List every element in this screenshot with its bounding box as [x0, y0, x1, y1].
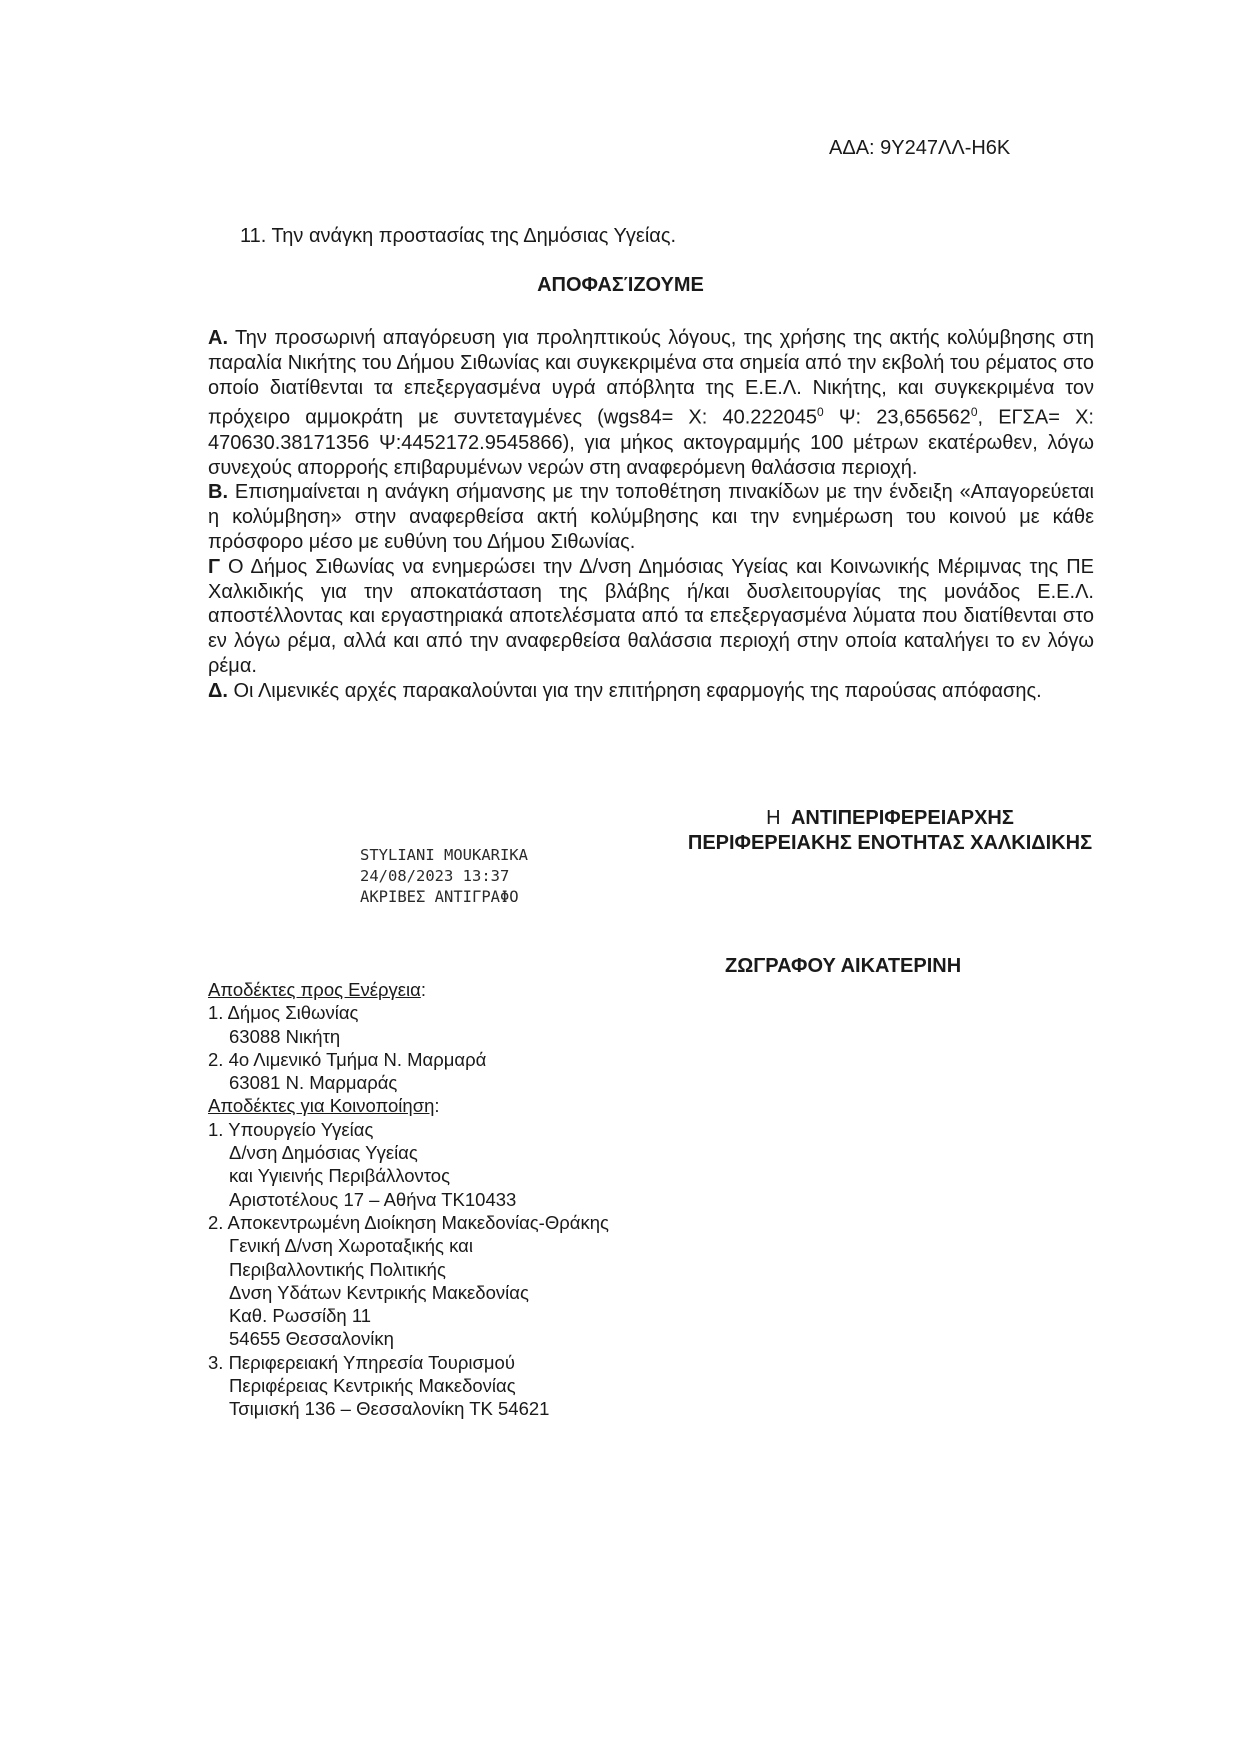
list-item: 1. Υπουργείο Υγείας: [208, 1118, 374, 1140]
ada-code: ΑΔΑ: 9Υ247ΛΛ-Η6Κ: [829, 137, 1011, 159]
digital-signature-stamp: [360, 845, 528, 908]
stamp-note: ΑΚΡΙΒΕΣ ΑΝΤΙΓΡΑΦΟ: [360, 888, 519, 906]
list-item: 2. Αποκεντρωμένη Διοίκηση Μακεδονίας-Θράκης: [208, 1211, 609, 1233]
recipients: Αποδέκτες προς Ενέργεια: 1. Δήμος Σιθωνίας 63088 Νικήτη 2. 4ο Λιμενικό Τμήμα Ν. Μαρμαρά 63081 Ν. Μαρμαράς Αποδέκτες για Κοινοποίηση: 1. Υπουργείο Υγείας Δ/νση Δημόσιας Υγείας και Υγιεινής Περιβάλλοντος Αριστοτέλους 17 – Αθήνα ΤΚ10433 2. Αποκεντρωμένη Διοίκηση Μακεδονίας-Θράκης Γενική Δ/νση Χωροταξικής και Περιβαλλοντικής Πολιτικής Δνση Υδάτων Κεντρικής Μακεδονίας Καθ. Ρωσσίδη 11 54655 Θεσσαλονίκη 3. Περιφερειακή Υπηρεσία Τουρισμού Περιφέρειας Κεντρικής Μακεδονίας Τσιμισκή 136 – Θεσσαλονίκη ΤΚ 54621: [208, 979, 609, 1420]
consideration-item-11: 11. Την ανάγκη προστασίας της Δημόσιας Υγείας.: [240, 225, 677, 247]
section-a-label: Α.: [208, 327, 228, 349]
recipients-action-heading: Αποδέκτες προς Ενέργεια: [208, 979, 421, 1000]
decision-body: [208, 326, 1094, 704]
section-a: Α. Την προσωρινή απαγόρευση για προληπτικούς λόγους, της χρήσης της ακτής κολύμβησης στη παραλία Νικήτης του Δήμου Σιθωνίας και συγκεκριμένα στα σημεία από την εκβολή του ρέματος στο οποίο διατίθενται τα επεξεργασμένα υγρά απόβλητα της Ε.Ε.Λ. Νικήτης, και συγκεκριμένα τον πρόχειρο αμμοκράτη με συντεταγμένες (wgs84= Χ: 40.222045$^0$ Ψ: 23,656562$^0$, ΕΓΣΑ= Χ: 470630.38171356 Ψ:4452172.9545866), για μήκος ακτογραμμής 100 μέτρων εκατέρωθεν, λόγω συνεχούς απορροής επιβαρυμένων νερών στη αναφερόμενη θαλάσσια περιοχή.: [208, 327, 1094, 479]
signatory-title: Η ΑΝΤΙΠΕΡΙΦΕΡΕΙΑΡΧΗΣ ΠΕΡΙΦΕΡΕΙΑΚΗΣ ΕΝΟΤΗΤΑΣ ΧΑΛΚΙΔΙΚΗΣ: [687, 807, 1093, 854]
stamp-datetime: 24/08/2023 13:37: [360, 867, 510, 885]
list-item: 2. 4ο Λιμενικό Τμήμα Ν. Μαρμαρά: [208, 1048, 487, 1070]
recipients-notify-heading: Αποδέκτες για Κοινοποίηση: [208, 1095, 435, 1117]
list-item: 3. Περιφερειακή Υπηρεσία Τουρισμού: [208, 1351, 515, 1373]
section-d-label: Δ.: [208, 679, 228, 702]
stamp-signer: STYLIANI MOUKARIKA: [360, 846, 528, 864]
section-b-label: Β.: [208, 481, 228, 504]
section-d: Δ. Οι Λιμενικές αρχές παρακαλούνται για την επιτήρηση εφαρμογής της παρούσας απόφασης.: [208, 679, 1042, 702]
list-item: 1. Δήμος Σιθωνίας: [208, 1002, 359, 1024]
section-b: Β. Επισημαίνεται η ανάγκη σήμανσης με την τοποθέτηση πινακίδων με την ένδειξη «Απαγορεύεται η κολύμβηση» στην αναφερθείσα ακτή κολύμβησης και την ενημέρωση του κοινού με κάθε πρόσφορο μέσο με ευθύνη του Δήμου Σιθωνίας.: [208, 481, 1094, 554]
decision-heading: ΑΠΟΦΑΣΊΖΟΥΜΕ: [537, 274, 704, 296]
section-c: Γ Ο Δήμος Σιθωνίας να ενημερώσει την Δ/νση Δημόσιας Υγείας και Κοινωνικής Μέριμνας της ΠΕ Χαλκιδικής για την αποκατάσταση της βλάβης ή/και δυσλειτουργίας της μονάδος Ε.Ε.Λ. αποστέλλοντας και εργαστηριακά αποτελέσματα από τα επεξεργασμένα λύματα που διατίθενται στο εν λόγω ρέμα, αλλά και από την αναφερθείσα θαλάσσια περιοχή στην οποία καταλήγει το εν λόγω ρέμα.: [208, 555, 1094, 678]
signatory-name: ΖΩΓΡΑΦΟΥ ΑΙΚΑΤΕΡΙΝΗ: [725, 955, 962, 977]
section-c-label: Γ: [208, 555, 221, 578]
